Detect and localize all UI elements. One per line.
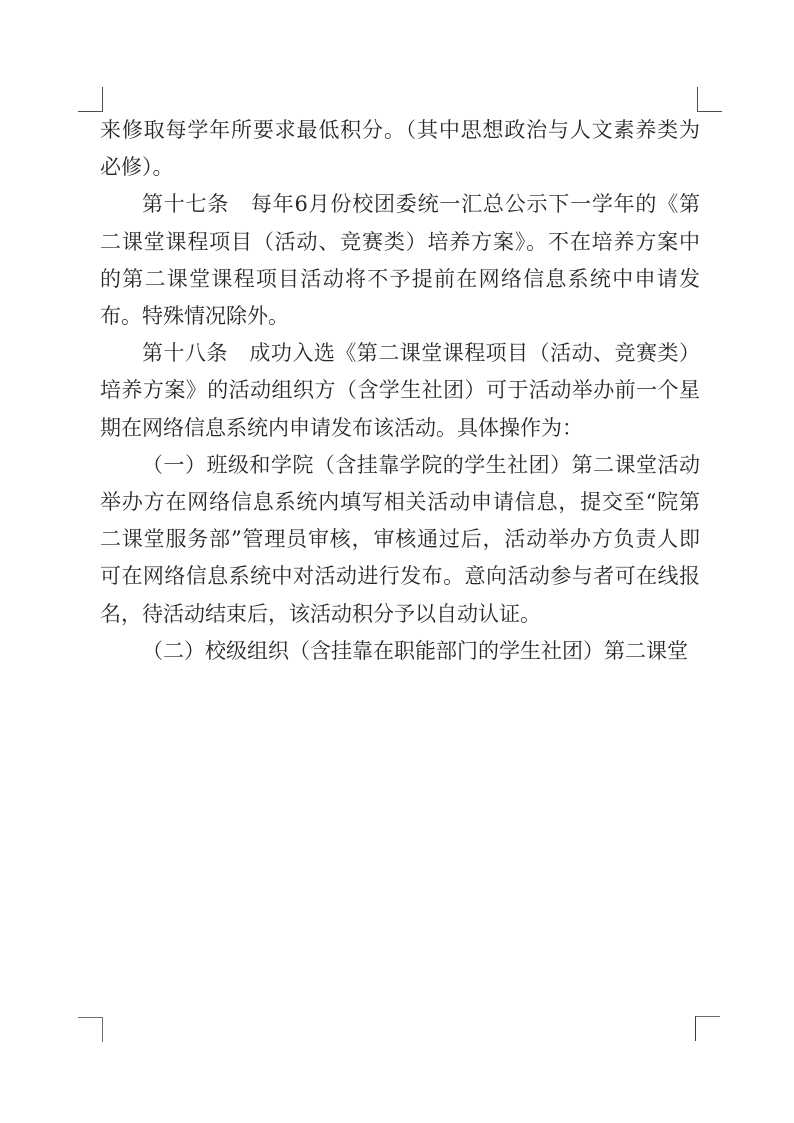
document-body bbox=[100, 112, 700, 670]
text-line: 布。特殊情况除外。 bbox=[100, 304, 289, 329]
text-line: （一）班级和学院（含挂靠学院的学生社团）第二课堂活动 bbox=[142, 452, 700, 477]
paragraph-article-17 bbox=[100, 186, 700, 335]
text-line: 期在网络信息系统内申请发布该活动。具体操作为： bbox=[100, 415, 583, 440]
text-line: （二）校级组织（含挂靠在职能部门的学生社团）第二课堂 bbox=[142, 638, 688, 663]
crop-mark-top-left bbox=[78, 87, 103, 112]
paragraph-item-1 bbox=[100, 447, 700, 633]
crop-mark-bottom-right bbox=[695, 1016, 720, 1041]
text-line: 培养方案》的活动组织方（含学生社团）可于活动举办前一个星 bbox=[100, 378, 700, 403]
text-line: 可在网络信息系统中对活动进行发布。意向活动参与者可在线报 bbox=[100, 564, 700, 589]
text-line: 必修）。 bbox=[100, 155, 174, 180]
text-line: 名，待活动结束后，该活动积分予以自动认证。 bbox=[100, 601, 541, 626]
paragraph-continuation bbox=[100, 112, 700, 186]
text-line: 二课堂课程项目（活动、竞赛类）培养方案》。不在培养方案中 bbox=[100, 229, 700, 254]
text-line: 的第二课堂课程项目活动将不予提前在网络信息系统中申请发 bbox=[100, 266, 700, 291]
crop-mark-bottom-left bbox=[78, 1017, 103, 1042]
text-line: 来修取每学年所要求最低积分。（其中思想政治与人文素养类为 bbox=[100, 118, 700, 142]
paragraph-item-2 bbox=[100, 633, 700, 670]
paragraph-article-18 bbox=[100, 335, 700, 447]
text-line: 第十八条 成功入选《第二课堂课程项目（活动、竞赛类） bbox=[142, 341, 700, 366]
text-line: 第十七条 每年6月份校团委统一汇总公示下一学年的《第 bbox=[142, 192, 700, 217]
crop-mark-top-right bbox=[697, 87, 722, 112]
text-line: 举办方在网络信息系统内填写相关活动申请信息，提交至“院第 bbox=[100, 490, 700, 515]
text-line: 二课堂服务部”管理员审核，审核通过后，活动举办方负责人即 bbox=[100, 527, 700, 552]
